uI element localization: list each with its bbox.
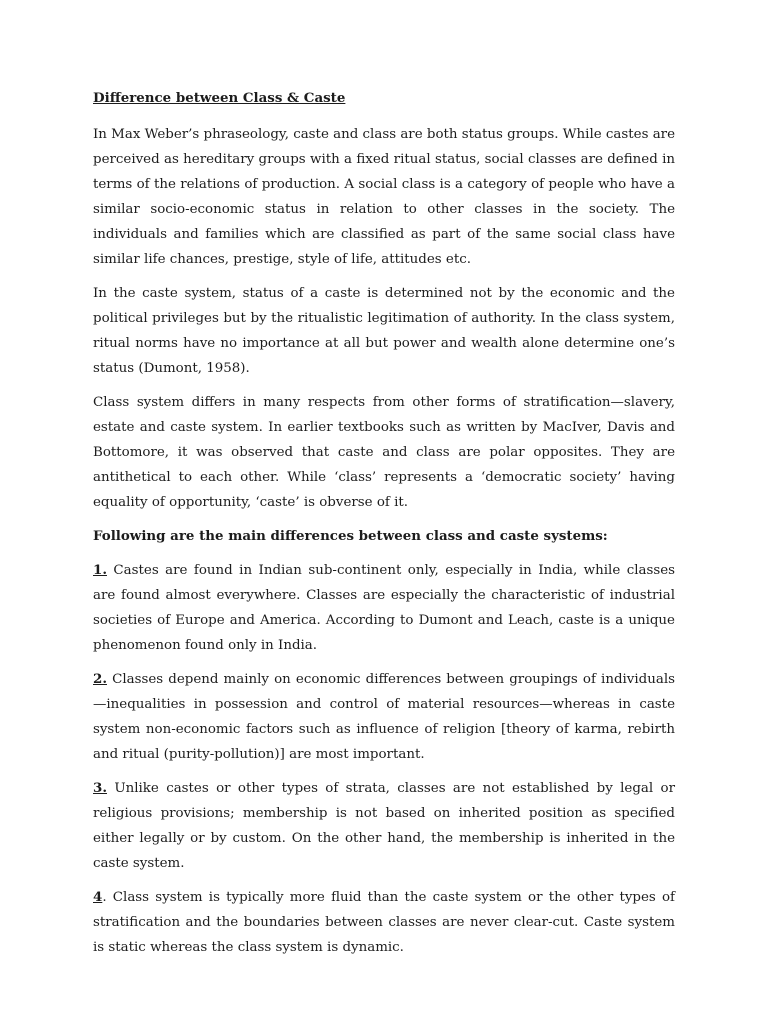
- difference-point-3: [93, 776, 675, 876]
- point-text-2: Classes depend mainly on economic differences between groupings of individuals—inequalities in possession and control of material resources—whereas in caste system non-economic factors such as influence of religion [theory of karma, rebirth and ritual (purity-pollution)] are most important.: [93, 672, 675, 762]
- intro-paragraph-3: Class system differs in many respects from other forms of stratification—slavery, estate and caste system. In earlier textbooks such as written by MacIver, Davis and Bottomore, it was observed that caste and class are polar opposites. They are antithetical to each other. While ‘class’ represents a ‘democratic society’ having equality of opportunity, ‘caste’ is obverse of it.: [93, 395, 675, 510]
- intro-paragraph-1: In Max Weber’s phraseology, caste and class are both status groups. While castes are perceived as hereditary groups with a fixed ritual status, social classes are defined in terms of the relations of production. A social class is a category of people who have a similar socio-economic status in relation to other classes in the society. The individuals and families which are classified as part of the same social class have similar life chances, prestige, style of life, attitudes etc.: [93, 127, 676, 267]
- point-number-3: 3.: [93, 780, 107, 796]
- difference-point-2: [93, 667, 675, 767]
- point-number-4: 4: [93, 889, 103, 905]
- differences-subheading: Following are the main differences between class and caste systems:: [93, 528, 608, 544]
- document-body: [93, 86, 675, 969]
- intro-paragraph-2: In the caste system, status of a caste is determined not by the economic and the political privileges but by the ritualistic legitimation of authority. In the class system, ritual norms have no importance at all but power and wealth alone determine one’s status (Dumont, 1958).: [93, 286, 675, 376]
- point-text-3: Unlike castes or other types of strata, classes are not established by legal or religious provisions; membership is not based on inherited position as specified either legally or by custom. On the other hand, the membership is inherited in the caste system.: [93, 781, 675, 871]
- point-number-1: 1.: [93, 562, 107, 578]
- point-number-2: 2.: [93, 671, 107, 687]
- point-text-1: Castes are found in Indian sub-continent only, especially in India, while classes are found almost everywhere. Classes are especially the characteristic of industrial societies of Europe and America. According to Dumont and Leach, caste is a unique phenomenon found only in India.: [93, 563, 675, 653]
- page-title: Difference between Class & Caste: [93, 90, 346, 106]
- difference-point-1: [93, 558, 675, 658]
- difference-point-4: [93, 885, 675, 960]
- point-text-4: . Class system is typically more fluid than the caste system or the other types of stratification and the boundaries between classes are never clear-cut. Caste system is static whereas the class system is dynamic.: [93, 890, 675, 955]
